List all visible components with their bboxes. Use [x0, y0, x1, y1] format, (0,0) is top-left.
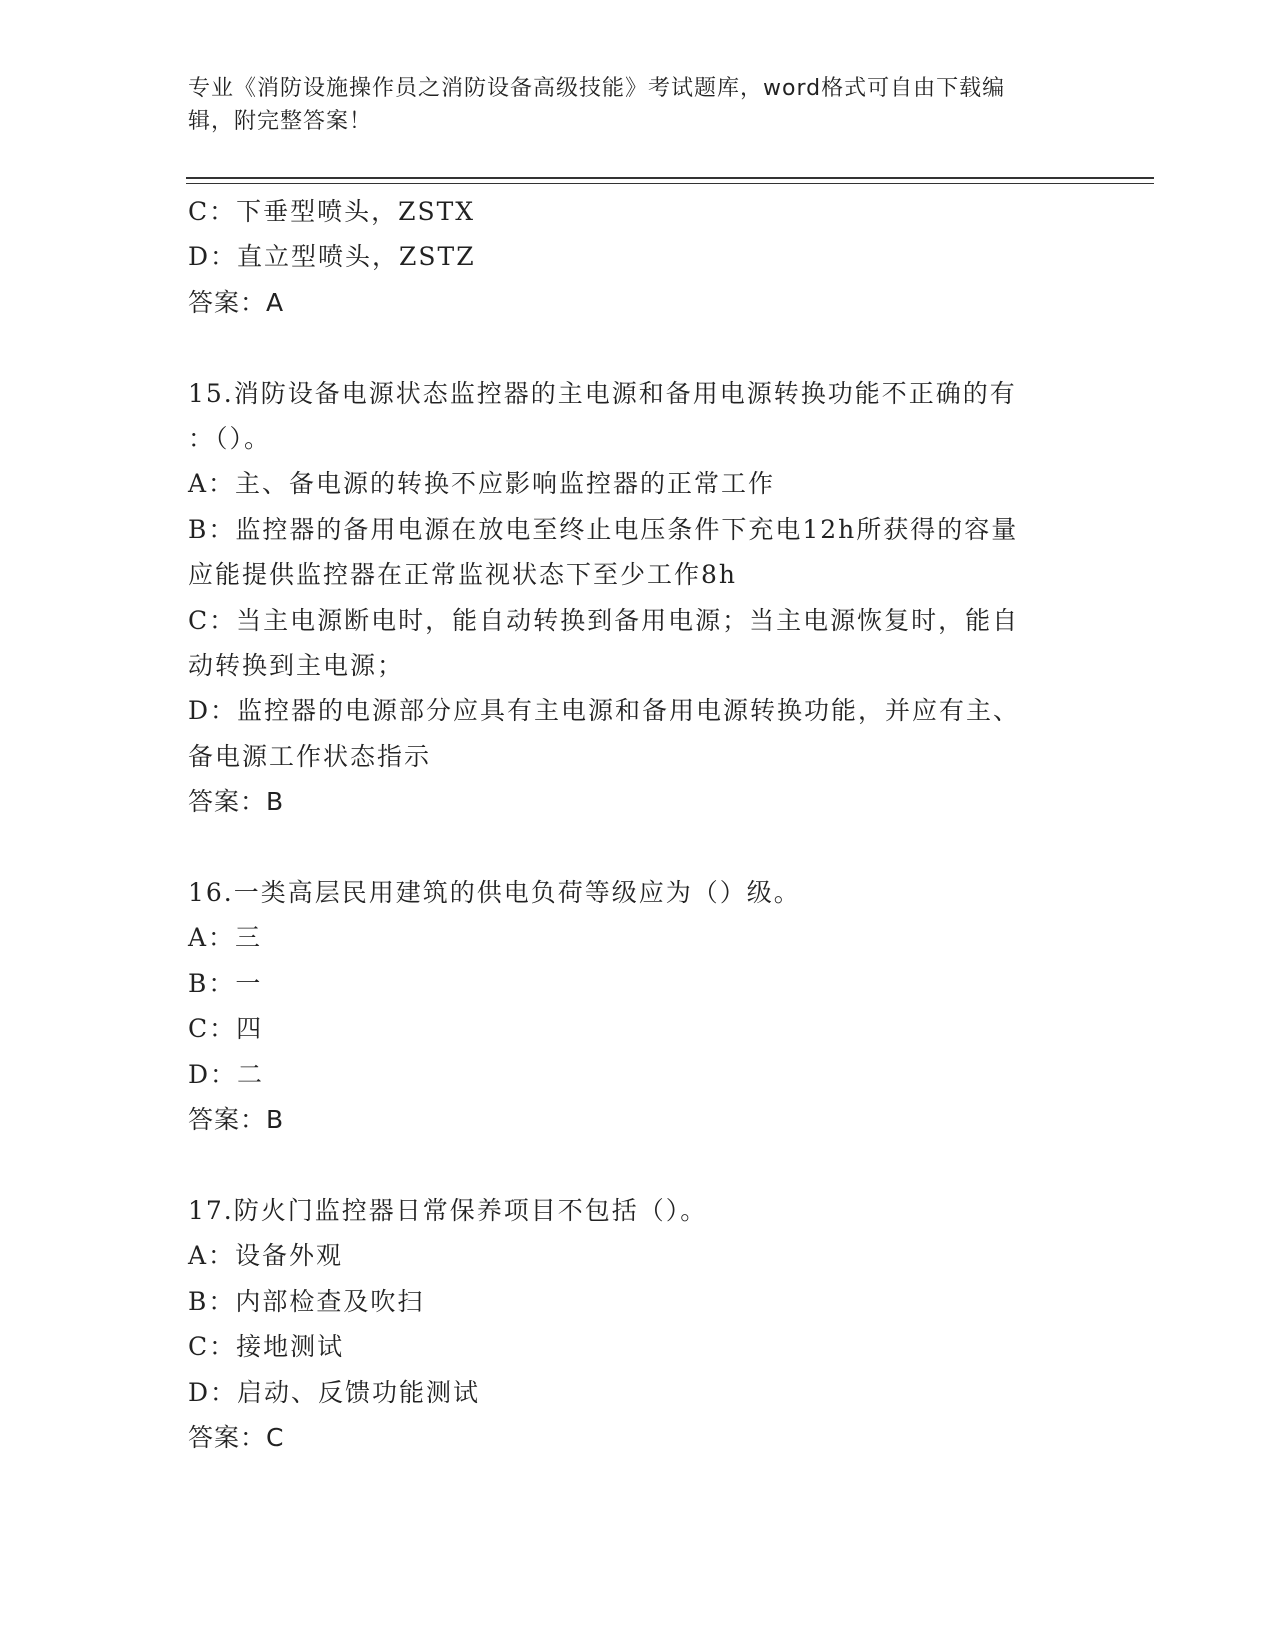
option-c: 动转换到主电源； [188, 651, 405, 681]
question-stem: ：（）。 [188, 424, 272, 454]
option-a: A：主、备电源的转换不应影响监控器的正常工作 [188, 469, 776, 499]
option-b: 应能提供监控器在正常监视状态下至少工作8h [188, 560, 738, 590]
answer-line: 答案：B [188, 787, 285, 817]
header-intro-line: 专业《消防设施操作员之消防设备高级技能》考试题库，word格式可自由下载编 [188, 76, 1006, 101]
option-c: C：下垂型喷头，ZSTX [188, 197, 476, 226]
header-divider-thin [186, 183, 1154, 184]
option-b: B：内部检查及吹扫 [188, 1286, 425, 1316]
question-stem: 17.防火门监控器日常保养项目不包括（）。 [188, 1195, 708, 1225]
answer-line: 答案：C [188, 1422, 285, 1452]
option-a: A：三 [188, 923, 263, 953]
option-a: A：设备外观 [188, 1241, 344, 1271]
option-d: 备电源工作状态指示 [188, 741, 432, 771]
option-c: C：接地测试 [188, 1332, 345, 1362]
option-b: B：一 [188, 968, 263, 998]
option-b: B：监控器的备用电源在放电至终止电压条件下充电12h所获得的容量 [188, 514, 1019, 544]
option-d: D：二 [188, 1059, 265, 1089]
spacer [188, 825, 1083, 870]
question-stem: 15.消防设备电源状态监控器的主电源和备用电源转换功能不正确的有 [188, 378, 1017, 408]
question-list [188, 189, 1083, 1460]
spacer [188, 1143, 1083, 1188]
spacer [188, 325, 1083, 370]
answer-line: 答案：A [188, 287, 285, 317]
option-c: C：四 [188, 1014, 264, 1044]
question-stem: 16.一类高层民用建筑的供电负荷等级应为（）级。 [188, 878, 801, 908]
option-d: D：监控器的电源部分应具有主电源和备用电源转换功能，并应有主、 [188, 696, 1021, 726]
header-divider-thick [186, 177, 1154, 179]
document-header [188, 72, 1068, 138]
option-d: D：直立型喷头，ZSTZ [188, 242, 476, 272]
question-block-16 [188, 870, 1083, 1142]
question-block-14 [188, 189, 1083, 325]
option-c: C：当主电源断电时，能自动转换到备用电源；当主电源恢复时，能自 [188, 605, 1020, 635]
header-intro-line: 辑，附完整答案！ [188, 109, 373, 134]
answer-line: 答案：B [188, 1105, 285, 1135]
option-d: D：启动、反馈功能测试 [188, 1377, 481, 1407]
question-block-15 [188, 371, 1083, 825]
question-block-17 [188, 1188, 1083, 1460]
